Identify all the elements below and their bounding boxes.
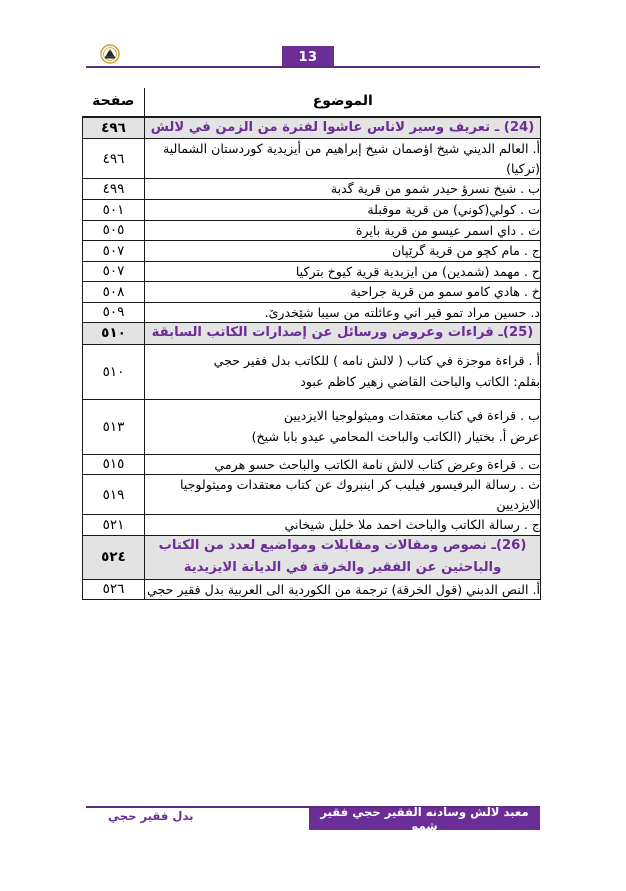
toc-page-cell: ٤٩٩: [83, 179, 145, 200]
toc-subject-line: أ . قراءة موجزة في كتاب ( لالش نامه ) للكاتب بدل فقير حجي: [213, 352, 540, 368]
toc-subject-line: ج . رسالة الكاتب والباحث احمد ملا خليل شيخاني: [284, 517, 540, 533]
toc-subject-line: والباحثين عن الفقير والخرقة في الديانة الايزيدية: [183, 560, 502, 576]
toc-page-cell: ٥١٥: [83, 454, 145, 475]
toc-page-cell: ٥٠٨: [83, 282, 145, 303]
toc-subject-cell: [145, 515, 541, 536]
toc-entry-row: [83, 179, 541, 200]
toc-subject-cell: [145, 579, 541, 600]
toc-entry-row: [83, 200, 541, 221]
toc-subject-cell: [145, 535, 541, 579]
toc-subject-cell: [145, 241, 541, 262]
toc-entry-row: [83, 454, 541, 475]
toc-page-cell: ٥٠٩: [83, 302, 145, 323]
toc-subject-cell: [145, 475, 541, 515]
toc-entry-row: [83, 399, 541, 454]
toc-subject-line: (24) ـ تعريف وسير لاناس عاشوا لفترة من الزمن في لالش: [150, 120, 535, 135]
toc-subject-line: ت . قراءة وعرض كتاب لالش نامة الكاتب والباحث حسو هرمي: [214, 456, 540, 472]
toc-entry-row: [83, 579, 541, 600]
toc-subject-line: (25)ـ قراءات وعروض ورسائل عن إصدارات الكاتب السابقة: [151, 325, 534, 341]
toc-page-cell: ٥٢٦: [83, 579, 145, 600]
toc-subject-line: د. حسين مراد تمو قير اني وعائلته من سيبا شێخدرێ.: [264, 304, 540, 320]
toc-entry-row: [83, 139, 541, 179]
toc-page-cell: ٥٠٧: [83, 261, 145, 282]
toc-subject-line: خ . هادي كامو سمو من قرية جراحية: [350, 284, 540, 300]
toc-header-row: [83, 88, 541, 117]
toc-entry-row: [83, 475, 541, 515]
toc-page-cell: ٥٠٧: [83, 241, 145, 262]
toc-body: [83, 117, 541, 600]
toc-subject-line: ج . مام كچو من قرية گرێپان: [391, 243, 540, 259]
toc-page-cell: ٥١٠: [83, 344, 145, 399]
toc-section-row: [83, 117, 541, 139]
toc-subject-line: ث . داي اسمر عيسو من قرية بايرة: [355, 222, 540, 238]
toc-page-cell: ٥١٣: [83, 399, 145, 454]
toc-subject-line: أ. النص الدبني (قول الخرقة) ترجمة من الكوردية الى العربية بدل فقير حجي: [147, 581, 540, 597]
toc-subject-line: ت . كولي(كوني) من قرية موقبلة: [367, 202, 540, 217]
toc-subject-cell: [145, 302, 541, 323]
toc-subject-cell: [145, 282, 541, 303]
toc-subject-cell: [145, 220, 541, 241]
toc-subject-line: بقلم: الكاتب والباحث القاضي زهير كاظم عبود: [300, 374, 540, 390]
toc-subject-line: ب . قراءة في كتاب معتقدات وميثولوجيا الايزديين: [283, 407, 540, 423]
toc-page-cell: ٥٠٥: [83, 220, 145, 241]
toc-subject-cell: [145, 179, 541, 200]
toc-entry-row: [83, 515, 541, 536]
toc-subject-line: ح . مهمد (شمدين) من ايزيدية قرية كيوخ بتركيا: [295, 263, 540, 279]
toc-subject-cell: [145, 323, 541, 344]
toc-table: [82, 88, 541, 600]
toc-subject-cell: [145, 399, 541, 454]
toc-page-cell: ٥٢٤: [83, 535, 145, 579]
toc-entry-row: [83, 241, 541, 262]
toc-subject-line: (26)ـ نصوص ومقالات ومقابلات ومواضيع لعدد من الكتاب: [158, 537, 527, 553]
table-of-contents: [83, 88, 541, 600]
toc-entry-row: [83, 282, 541, 303]
toc-section-row: [83, 535, 541, 579]
toc-entry-row: [83, 261, 541, 282]
toc-subject-cell: [145, 344, 541, 399]
toc-subject-line: عرض أ. بختيار (الكاتب والباحث المحامي عيدو بابا شيخ): [251, 429, 540, 445]
toc-page-cell: ٥٢١: [83, 515, 145, 536]
toc-page-cell: ٤٩٦: [83, 139, 145, 179]
toc-entry-row: [83, 220, 541, 241]
toc-subject-cell: [145, 139, 541, 179]
toc-page-cell: ٥٠١: [83, 200, 145, 221]
toc-subject-line: أ. العالم الديني شيخ اؤصمان شيخ إبراهيم من أيزيدية كوردستان الشمالية (تركيا): [163, 141, 540, 176]
header-divider: [86, 66, 540, 68]
toc-page-cell: ٥١٩: [83, 475, 145, 515]
toc-subject-cell: [145, 454, 541, 475]
toc-page-cell: ٤٩٦: [83, 117, 145, 139]
toc-entry-row: [83, 344, 541, 399]
toc-subject-cell: [145, 200, 541, 221]
column-header-subject: الموضوع: [145, 88, 541, 117]
toc-subject-line: ث . رسالة البرفيسور فيليب كر اينبروك عن كتاب معتقدات وميثولوجيا الايزديين: [179, 477, 540, 512]
page-footer: [86, 806, 540, 840]
lalish-emblem-icon: [100, 44, 120, 64]
footer-title-band: معبد لالش وسادنه الفقير حجي فقير شمو: [309, 808, 540, 830]
toc-subject-cell: [145, 261, 541, 282]
toc-entry-row: [83, 302, 541, 323]
page-header: [86, 36, 540, 68]
footer-author: بدل فقير حجي: [108, 809, 194, 823]
toc-page-cell: ٥١٠: [83, 323, 145, 344]
toc-subject-line: ب . شيخ نسرؤ حيدر شمو من قرية گدبة: [330, 181, 540, 197]
page-number-badge: 13: [282, 46, 334, 68]
column-header-page: صفحة: [83, 88, 145, 117]
toc-section-row: [83, 323, 541, 344]
toc-subject-cell: [145, 117, 541, 139]
